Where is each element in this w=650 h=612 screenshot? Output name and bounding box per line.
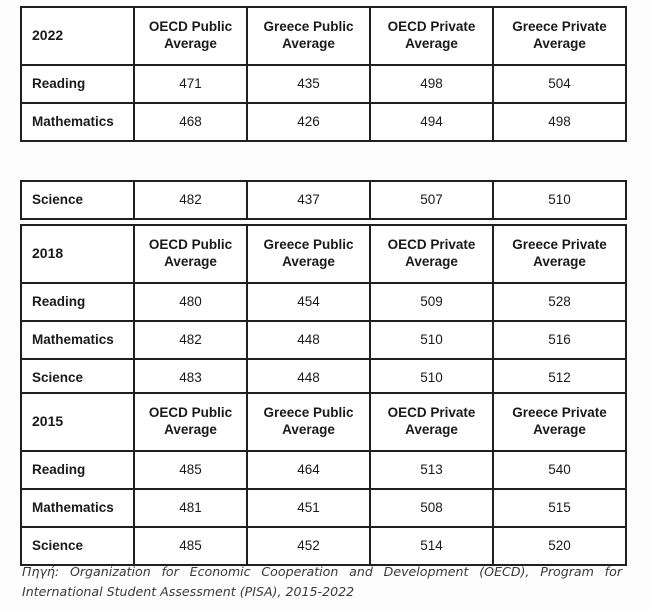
cell-greece-private: 540 <box>493 451 626 489</box>
year-label-2015: 2015 <box>21 393 134 451</box>
cell-oecd-private: 494 <box>370 103 493 141</box>
pisa-table-2015 <box>20 392 627 566</box>
row-subject-science: Science <box>21 527 134 565</box>
year-label-2022: 2022 <box>21 7 134 65</box>
cell-greece-private: 516 <box>493 321 626 359</box>
table-row <box>21 489 626 527</box>
column-header-greece-private: Greece Private Average <box>493 7 626 65</box>
cell-oecd-private: 514 <box>370 527 493 565</box>
source-text: Organization for Economic Cooperation and Development (OECD), Program for International Student Assessment (PISA), 2015-2022 <box>22 564 622 600</box>
cell-oecd-private: 513 <box>370 451 493 489</box>
column-header-oecd-private: OECD Private Average <box>370 7 493 65</box>
table-row <box>21 181 626 219</box>
cell-greece-private: 504 <box>493 65 626 103</box>
cell-oecd-private: 508 <box>370 489 493 527</box>
cell-greece-public: 464 <box>247 451 370 489</box>
cell-greece-public: 437 <box>247 181 370 219</box>
cell-oecd-public: 468 <box>134 103 247 141</box>
column-header-greece-private: Greece Private Average <box>493 393 626 451</box>
cell-greece-public: 448 <box>247 321 370 359</box>
table-header-row <box>21 393 626 451</box>
cell-greece-public: 451 <box>247 489 370 527</box>
cell-greece-public: 426 <box>247 103 370 141</box>
table-row <box>21 527 626 565</box>
table-row <box>21 103 626 141</box>
row-subject-science: Science <box>21 359 134 397</box>
pisa-table-2022-continued <box>20 180 627 220</box>
cell-oecd-public: 485 <box>134 527 247 565</box>
column-header-greece-public: Greece Public Average <box>247 7 370 65</box>
cell-oecd-public: 482 <box>134 181 247 219</box>
cell-oecd-public: 485 <box>134 451 247 489</box>
cell-greece-private: 528 <box>493 283 626 321</box>
table-row <box>21 283 626 321</box>
table-header-row <box>21 7 626 65</box>
column-header-greece-private: Greece Private Average <box>493 225 626 283</box>
cell-greece-private: 512 <box>493 359 626 397</box>
column-header-greece-public: Greece Public Average <box>247 225 370 283</box>
column-header-greece-public: Greece Public Average <box>247 393 370 451</box>
table-block-2022 <box>20 6 625 142</box>
cell-greece-public: 435 <box>247 65 370 103</box>
cell-oecd-public: 483 <box>134 359 247 397</box>
source-label: Πηγή: <box>22 564 60 579</box>
cell-greece-private: 515 <box>493 489 626 527</box>
row-subject-reading: Reading <box>21 451 134 489</box>
year-label-2018: 2018 <box>21 225 134 283</box>
cell-greece-public: 448 <box>247 359 370 397</box>
cell-oecd-public: 481 <box>134 489 247 527</box>
cell-greece-private: 510 <box>493 181 626 219</box>
column-header-oecd-private: OECD Private Average <box>370 225 493 283</box>
column-header-oecd-public: OECD Public Average <box>134 7 247 65</box>
table-row <box>21 321 626 359</box>
cell-oecd-private: 498 <box>370 65 493 103</box>
table-header-row <box>21 225 626 283</box>
cell-oecd-private: 510 <box>370 359 493 397</box>
cell-greece-public: 454 <box>247 283 370 321</box>
row-subject-mathematics: Mathematics <box>21 489 134 527</box>
table-row <box>21 65 626 103</box>
pisa-table-2022 <box>20 6 627 142</box>
cell-greece-private: 520 <box>493 527 626 565</box>
cell-oecd-private: 507 <box>370 181 493 219</box>
column-header-oecd-public: OECD Public Average <box>134 225 247 283</box>
row-subject-science: Science <box>21 181 134 219</box>
column-header-oecd-public: OECD Public Average <box>134 393 247 451</box>
column-header-oecd-private: OECD Private Average <box>370 393 493 451</box>
cell-greece-private: 498 <box>493 103 626 141</box>
cell-oecd-public: 471 <box>134 65 247 103</box>
table-block-2018 <box>20 224 625 398</box>
source-caption <box>22 562 622 603</box>
row-subject-mathematics: Mathematics <box>21 103 134 141</box>
row-subject-reading: Reading <box>21 283 134 321</box>
cell-oecd-private: 509 <box>370 283 493 321</box>
row-subject-reading: Reading <box>21 65 134 103</box>
cell-greece-public: 452 <box>247 527 370 565</box>
pisa-table-2018 <box>20 224 627 398</box>
cell-oecd-public: 482 <box>134 321 247 359</box>
cell-oecd-public: 480 <box>134 283 247 321</box>
table-block-2022-continued <box>20 180 625 220</box>
row-subject-mathematics: Mathematics <box>21 321 134 359</box>
cell-oecd-private: 510 <box>370 321 493 359</box>
table-block-2015 <box>20 392 625 566</box>
table-row <box>21 451 626 489</box>
